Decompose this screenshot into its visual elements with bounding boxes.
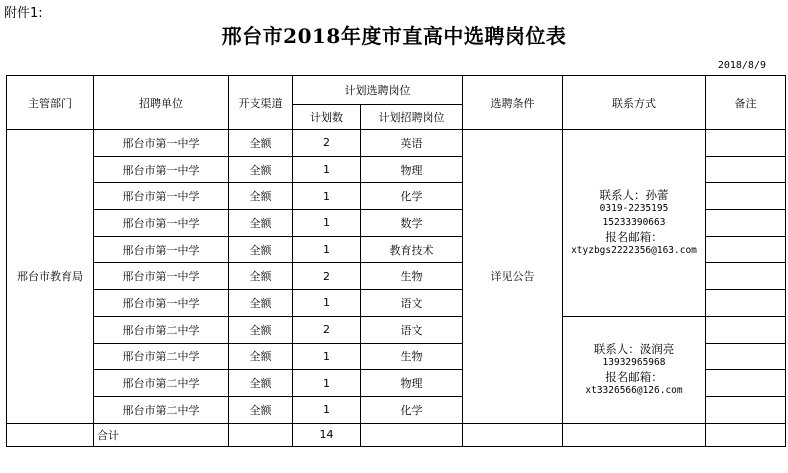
contact-email: xtyzbgs2222356@163.com bbox=[571, 244, 697, 256]
table-row bbox=[7, 130, 786, 157]
remark-cell bbox=[706, 343, 786, 370]
channel-cell: 全额 bbox=[229, 290, 293, 317]
channel-cell: 全额 bbox=[229, 236, 293, 263]
contact-person: 联系人：汲润亮 bbox=[593, 341, 675, 356]
position-cell: 数学 bbox=[361, 210, 463, 237]
count-cell: 1 bbox=[293, 290, 361, 317]
channel-cell: 全额 bbox=[229, 396, 293, 423]
total-count: 14 bbox=[293, 423, 361, 446]
count-cell: 1 bbox=[293, 396, 361, 423]
page-title: 邢台市2018年度市直高中选聘岗位表 bbox=[221, 24, 567, 48]
conditions-cell: 详见公告 bbox=[463, 130, 563, 424]
position-cell: 化学 bbox=[361, 396, 463, 423]
remark-cell bbox=[706, 290, 786, 317]
total-empty-cell bbox=[463, 423, 563, 446]
header-unit: 招聘单位 bbox=[94, 76, 229, 130]
channel-cell: 全额 bbox=[229, 210, 293, 237]
total-empty-cell bbox=[706, 423, 786, 446]
header-plan-group: 计划选聘岗位 bbox=[293, 76, 463, 105]
remark-cell bbox=[706, 183, 786, 210]
header-plan-count: 计划数 bbox=[293, 105, 361, 130]
contact-email: xt3326566@126.com bbox=[585, 384, 683, 396]
position-cell: 语文 bbox=[361, 316, 463, 343]
position-cell: 生物 bbox=[361, 343, 463, 370]
contact-cell-1 bbox=[563, 130, 706, 317]
header-contact: 联系方式 bbox=[563, 76, 706, 130]
count-cell: 1 bbox=[293, 370, 361, 397]
contact-cell-2 bbox=[563, 316, 706, 423]
total-empty-cell bbox=[7, 423, 94, 446]
email-label: 报名邮箱： bbox=[605, 229, 663, 244]
position-cell: 物理 bbox=[361, 156, 463, 183]
unit-cell: 邢台市第二中学 bbox=[94, 370, 229, 397]
total-label: 合计 bbox=[94, 423, 229, 446]
unit-cell: 邢台市第一中学 bbox=[94, 210, 229, 237]
remark-cell bbox=[706, 370, 786, 397]
department-cell: 邢台市教育局 bbox=[7, 130, 94, 424]
unit-cell: 邢台市第一中学 bbox=[94, 156, 229, 183]
unit-cell: 邢台市第二中学 bbox=[94, 396, 229, 423]
remark-cell bbox=[706, 316, 786, 343]
channel-cell: 全额 bbox=[229, 183, 293, 210]
header-remark: 备注 bbox=[706, 76, 786, 130]
channel-cell: 全额 bbox=[229, 130, 293, 157]
unit-cell: 邢台市第二中学 bbox=[94, 316, 229, 343]
unit-cell: 邢台市第一中学 bbox=[94, 290, 229, 317]
unit-cell: 邢台市第一中学 bbox=[94, 236, 229, 263]
table-row bbox=[7, 316, 786, 343]
unit-cell: 邢台市第一中学 bbox=[94, 263, 229, 290]
contact-phone: 0319-2235195 bbox=[599, 202, 669, 214]
position-table bbox=[6, 75, 786, 447]
position-cell: 物理 bbox=[361, 370, 463, 397]
header-dept: 主管部门 bbox=[7, 76, 94, 130]
channel-cell: 全额 bbox=[229, 316, 293, 343]
contact-phone: 13932965968 bbox=[602, 356, 666, 368]
count-cell: 2 bbox=[293, 130, 361, 157]
header-conditions: 选聘条件 bbox=[463, 76, 563, 130]
count-cell: 1 bbox=[293, 343, 361, 370]
position-cell: 教育技术 bbox=[361, 236, 463, 263]
remark-cell bbox=[706, 210, 786, 237]
email-label: 报名邮箱： bbox=[605, 369, 663, 384]
header-channel: 开支渠道 bbox=[229, 76, 293, 130]
count-cell: 1 bbox=[293, 210, 361, 237]
remark-cell bbox=[706, 156, 786, 183]
contact-phone: 15233390663 bbox=[602, 216, 666, 228]
position-cell: 英语 bbox=[361, 130, 463, 157]
remark-cell bbox=[706, 263, 786, 290]
remark-cell bbox=[706, 130, 786, 157]
total-row bbox=[7, 423, 786, 446]
contact-person: 联系人：孙蕾 bbox=[599, 187, 669, 202]
unit-cell: 邢台市第一中学 bbox=[94, 183, 229, 210]
count-cell: 2 bbox=[293, 263, 361, 290]
attachment-label: 附件1: bbox=[4, 6, 43, 21]
channel-cell: 全额 bbox=[229, 156, 293, 183]
header-plan-position: 计划招聘岗位 bbox=[361, 105, 463, 130]
position-cell: 化学 bbox=[361, 183, 463, 210]
position-cell: 语文 bbox=[361, 290, 463, 317]
total-empty-cell bbox=[361, 423, 463, 446]
document-date: 2018/8/9 bbox=[717, 60, 766, 71]
channel-cell: 全额 bbox=[229, 343, 293, 370]
unit-cell: 邢台市第二中学 bbox=[94, 343, 229, 370]
header-row bbox=[7, 76, 786, 105]
total-empty-cell bbox=[563, 423, 706, 446]
count-cell: 1 bbox=[293, 183, 361, 210]
position-cell: 生物 bbox=[361, 263, 463, 290]
remark-cell bbox=[706, 236, 786, 263]
channel-cell: 全额 bbox=[229, 370, 293, 397]
count-cell: 2 bbox=[293, 316, 361, 343]
channel-cell: 全额 bbox=[229, 263, 293, 290]
unit-cell: 邢台市第一中学 bbox=[94, 130, 229, 157]
remark-cell bbox=[706, 396, 786, 423]
count-cell: 1 bbox=[293, 236, 361, 263]
total-empty-cell bbox=[229, 423, 293, 446]
count-cell: 1 bbox=[293, 156, 361, 183]
